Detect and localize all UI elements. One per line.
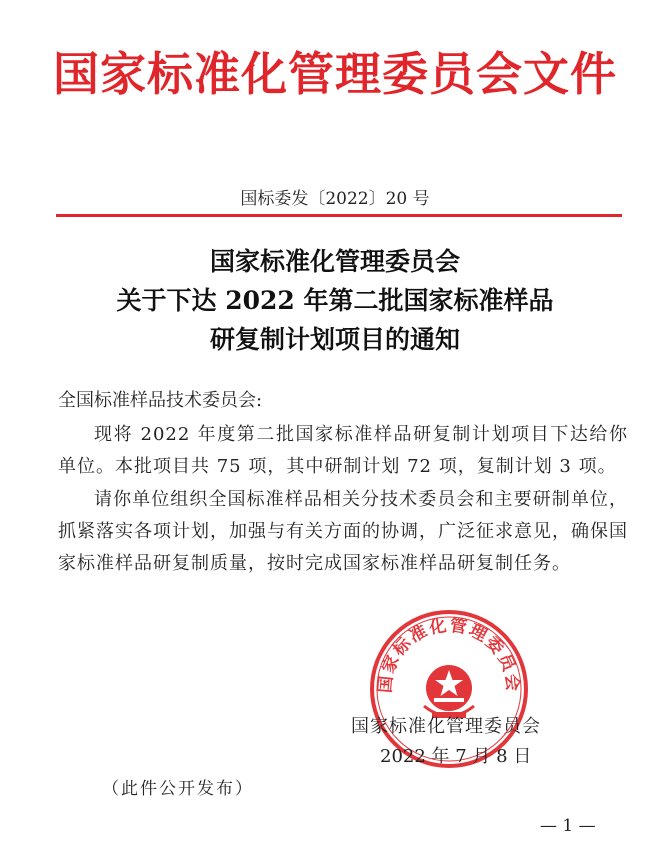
public-release-note: （此件公开发布） xyxy=(102,779,254,799)
title-line-3: 研复制计划项目的通知 xyxy=(209,325,460,354)
title-line-1: 国家标准化管理委员会 xyxy=(209,247,460,276)
red-divider-line xyxy=(56,214,622,217)
salutation: 全国标准样品技术委员会: xyxy=(58,390,263,411)
title-line-2: 关于下达 2022 年第二批国家标准样品 xyxy=(116,286,554,315)
body-paragraph-2: 请你单位组织全国标准样品相关分技术委员会和主要研制单位，抓紧落实各项计划，加强与有关方面的协调，广泛征求意见，确保国家标准样品研复制质量，按时完成国家标准样品研复制任务。 xyxy=(58,489,628,574)
body-paragraph-1: 现将 2022 年度第二批国家标准样品研复制计划项目下达给你单位。本批项目共 75 项，其中研制计划 72 项，复制计划 3 项。 xyxy=(58,424,628,477)
masthead-title: 国家标准化管理委员会文件 xyxy=(53,47,617,101)
national-emblem-icon xyxy=(424,665,474,718)
page-number: — 1 — xyxy=(540,816,596,836)
notice-title xyxy=(0,242,670,359)
seal-text: 国家标准化管理委员会 xyxy=(375,615,523,694)
issuer-signature: 国家标准化管理委员会 xyxy=(351,716,541,737)
issue-date: 2022 年 7 月 8 日 xyxy=(380,746,532,767)
document-number: 国标委发〔2022〕20 号 xyxy=(240,189,430,209)
